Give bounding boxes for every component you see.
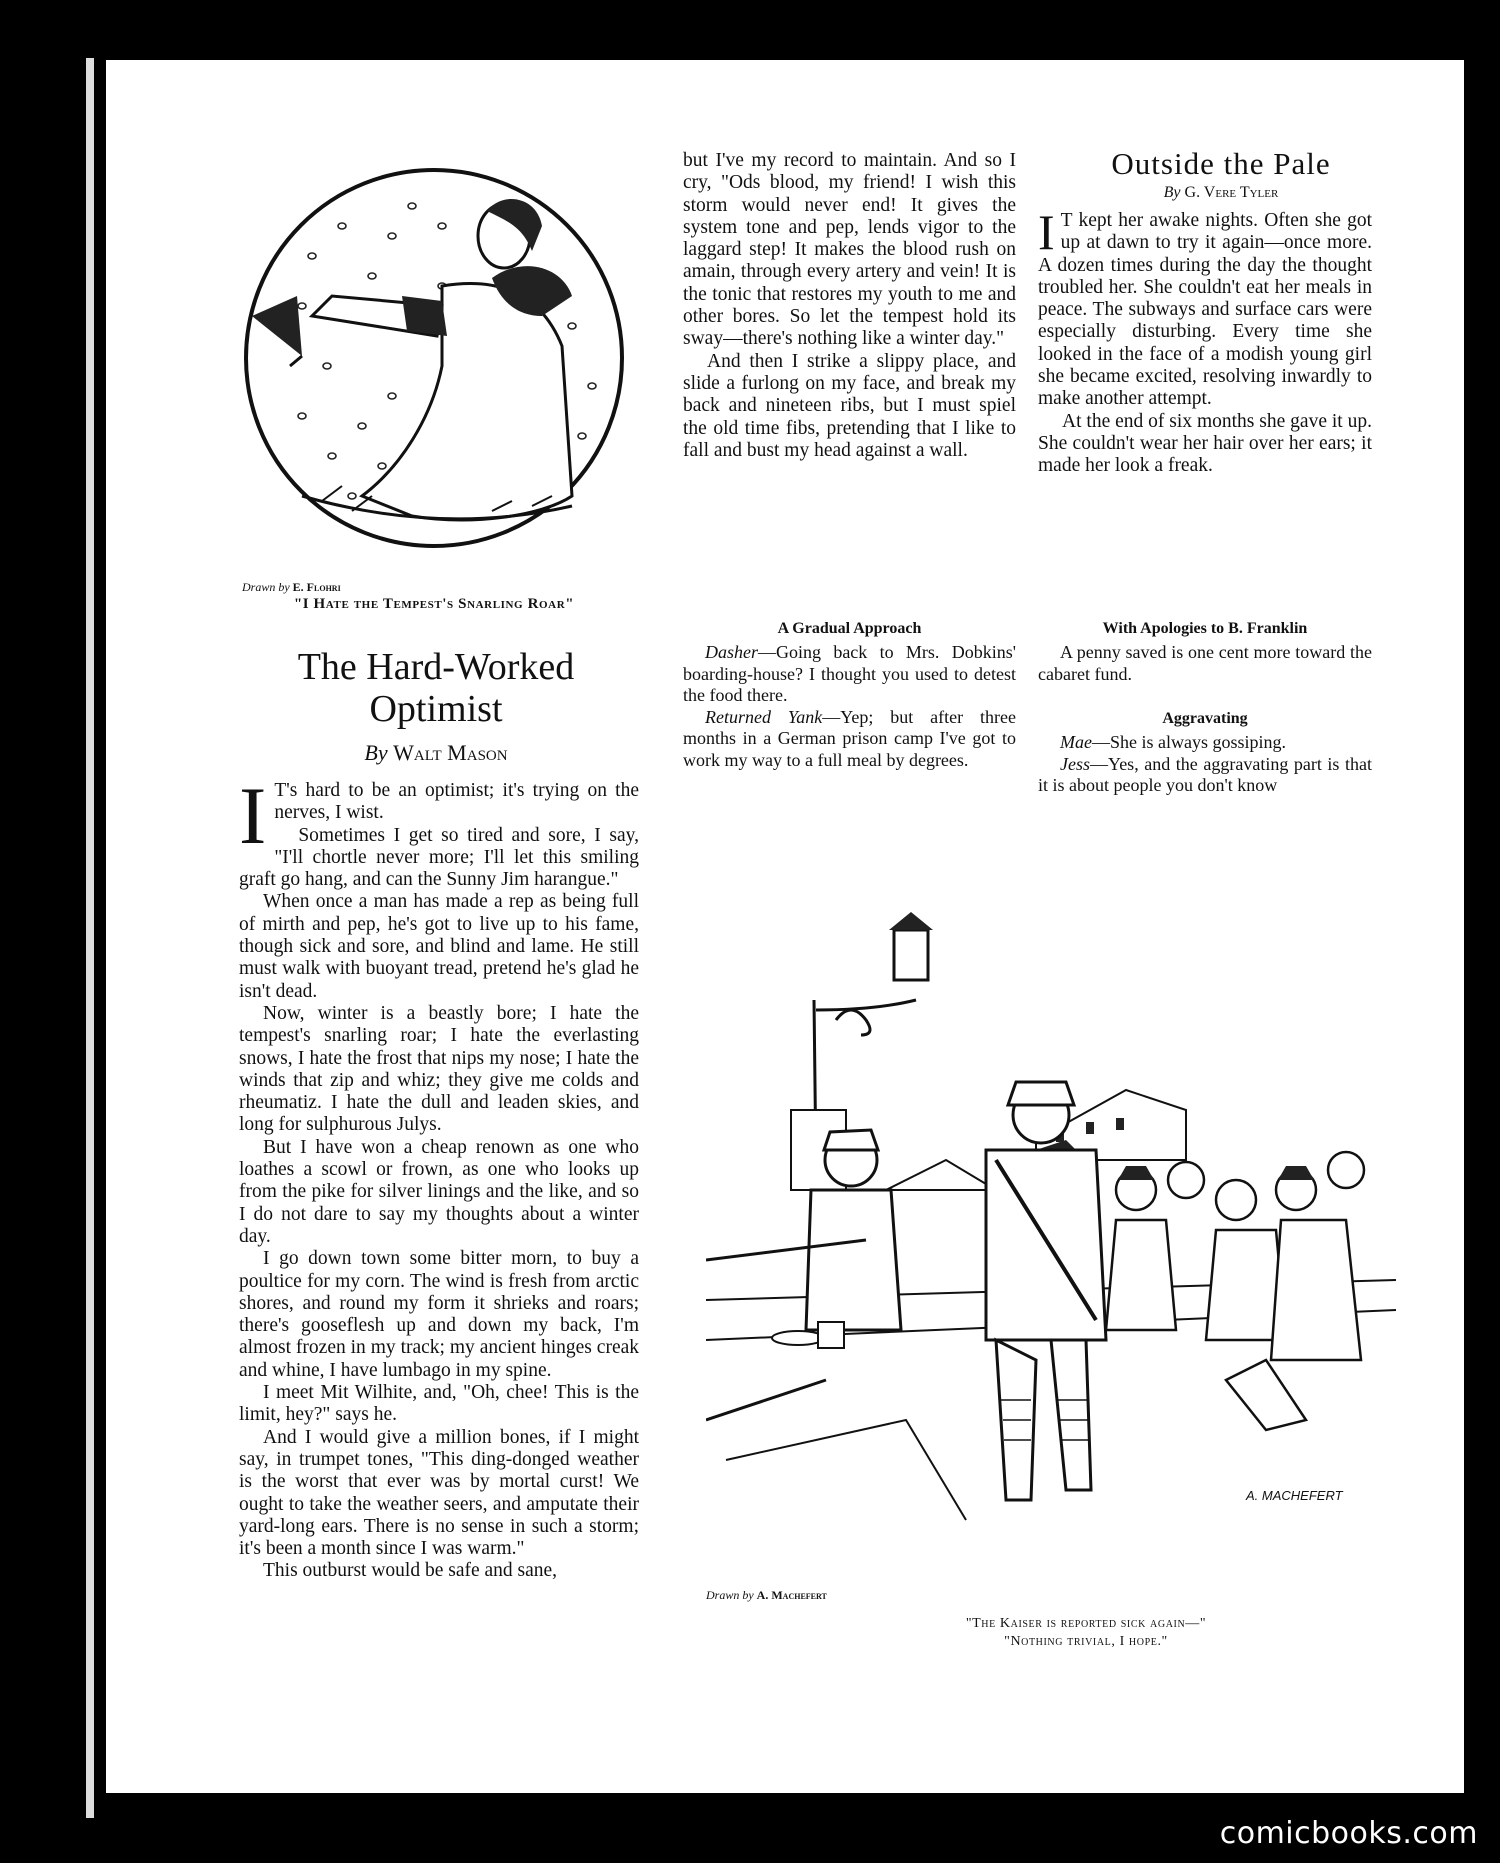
article1-column-left	[239, 770, 639, 1583]
page-spine	[86, 58, 94, 1818]
article1-paragraph: But I have won a cheap renown as one who loathes a scowl or frown, as one who looks up from the pike for silver linings and the like, and so I do not dare to say my thoughts about a winter day.	[239, 1136, 639, 1247]
article1-byline: By Walt Mason	[364, 740, 508, 765]
article1-paragraph: I T's hard to be an optimist; it's trying on the nerves, I wist.	[239, 770, 639, 861]
article1-paragraph: I meet Mit Wilhite, and, "Oh, chee! This is the limit, hey?" says he.	[239, 1382, 639, 1426]
article1-paragraph: When once a man has made a rep as being full of mirth and pep, he's got to live up to his fame, though sick and sore, and blind and lame. He still must walk with buoyant tread, pretend he's glad he isn't dead.	[239, 891, 639, 1002]
soldiers-drawing	[706, 860, 1396, 1580]
article1-paragraph: but I've my record to maintain. And so I cry, "Ods blood, my friend! I wish this storm would never end! It gives the system tone and pep, lends vigor to the laggard step! It makes the blood rush on amain, through every artery and vein! It is the tonic that restores my youth to me and other bores. So let the tempest hold its sway—there's nothing like a winter day."	[683, 150, 1016, 350]
article1-paragraph: Now, winter is a beastly bore; I hate the tempest's snarling roar; I hate the everlasting snows, I hate the frost that nips my nose; I hate the winds that zip and whiz; they give me colds and rheumatiz. I hate the dull and leaden skies, and long for sulphurous Julys.	[239, 1002, 639, 1136]
joke-line: Returned Yank—Yep; but after three months in a German prison camp I've got to work my way to a full meal by degrees.	[683, 706, 1016, 770]
joke-title: With Apologies to B. Franklin	[1102, 620, 1308, 637]
magazine-page	[106, 60, 1464, 1793]
joke-line: Mae—She is always gossiping.	[1060, 732, 1286, 752]
bottom-illustration-credit: Drawn by A. Machefert	[706, 1588, 827, 1602]
article2-byline: By G. Vere Tyler	[1163, 184, 1279, 201]
top-illustration-caption: "I Hate the Tempest's Snarling Roar"	[293, 596, 575, 612]
article2-paragraph: At the end of six months she gave it up. She couldn't wear her hair over her ears; it made her look a freak.	[1038, 410, 1372, 477]
tempest-illustration	[242, 166, 626, 550]
article2-column	[1038, 204, 1372, 478]
joke-title: Aggravating	[1162, 710, 1248, 727]
joke-line: A penny saved is one cent more toward the cabaret fund.	[1038, 642, 1372, 684]
umbrella-man-drawing	[242, 166, 626, 550]
article1-paragraph: I go down town some bitter morn, to buy a poultice for my corn. The wind is fresh from arctic shores, and round my form it shrieks and roars; there's gooseflesh up and down my back, I'm almost frozen in my track; my ancient hinges creak and whine, I have lumbago in my spine.	[239, 1248, 639, 1381]
joke-aggravating	[1038, 710, 1372, 797]
joke-gradual-approach	[683, 620, 1016, 772]
site-watermark: comicbooks.com	[1219, 1816, 1478, 1851]
article1-dropcap: I	[239, 770, 267, 861]
article1-paragraph: And I would give a million bones, if I might say, in trumpet tones, "This ding-donged weather is the worst that ever was by mortal curst! We ought to take the weather seers, and amputate their yard-long ears. There is no sense in such a storm; it's been a month since I was warm."	[239, 1426, 639, 1560]
joke-title: A Gradual Approach	[777, 620, 922, 637]
soldiers-illustration	[706, 860, 1396, 1580]
article2-paragraph: I T kept her awake nights. Often she got up at dawn to try it again—once more. A dozen times during the day the thought troubled her. She couldn't eat her meals in peace. The subways and surface cars were especially disturbing. Every time she looked in the face of a modish young girl she became excited, resolving inwardly to make another attempt.	[1038, 204, 1372, 410]
article1-paragraph: This outburst would be safe and sane,	[263, 1560, 558, 1582]
article1-paragraph: Sometimes I get so tired and sore, I say, "I'll chortle never more; I'll let this smiling graft go hang, and can the Sunny Jim harangue."	[239, 824, 639, 891]
joke-apologies-franklin	[1038, 620, 1372, 685]
article-title-hard-worked-optimist: The Hard-Worked Optimist	[297, 646, 575, 730]
bottom-illustration-caption: "The Kaiser is reported sick again—" "Nothing trivial, I hope."	[965, 1616, 1207, 1649]
top-illustration-credit: Drawn by E. Flohri	[242, 580, 341, 594]
joke-line: Jess—Yes, and the aggravating part is that it is about people you don't know	[1038, 753, 1372, 796]
joke-line: Dasher—Going back to Mrs. Dobkins' boarding-house? I thought you used to detest the food there.	[683, 642, 1016, 706]
illustration-signature: A. MACHEFERT	[1246, 1488, 1343, 1503]
article1-column-middle	[683, 150, 1016, 462]
article1-paragraph: And then I strike a slippy place, and slide a furlong on my face, and break my back and nineteen ribs, but I must spiel the old time fibs, pretending that I like to fall and bust my head against a wall.	[683, 350, 1016, 461]
article2-dropcap: I	[1038, 204, 1055, 260]
article-title-outside-the-pale: Outside the Pale	[1111, 146, 1331, 181]
